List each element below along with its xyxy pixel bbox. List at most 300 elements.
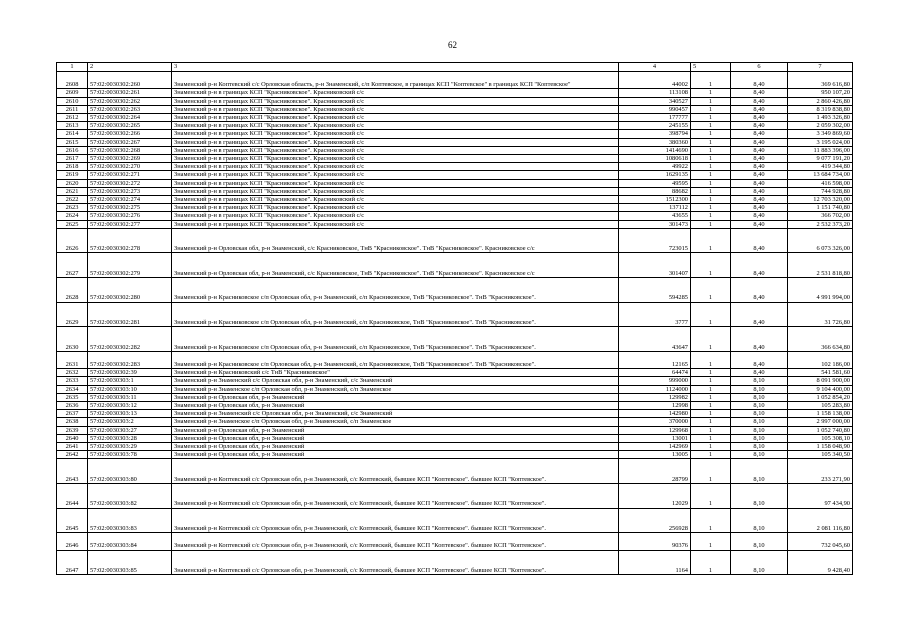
area: 64474 xyxy=(619,369,691,377)
cadastral-number: 57:02:0030302:267 xyxy=(88,138,172,146)
area: 88682 xyxy=(619,187,691,195)
rate: 8,10 xyxy=(731,393,788,401)
cadastral-number: 57:02:0030302:268 xyxy=(88,146,172,154)
area: 398794 xyxy=(619,130,691,138)
rate: 8,40 xyxy=(731,72,788,89)
location-description: Знаменский р-н Коптевский с/с Орловская обл, р-н Знаменский, с/с Коптевский, бывшее КСП "Коптевское". бывшее КСП "Коптевское". xyxy=(172,484,619,509)
count: 1 xyxy=(691,171,731,179)
column-number: 3 xyxy=(172,63,619,72)
row-number: 2632 xyxy=(57,369,88,377)
row-number: 2613 xyxy=(57,122,88,130)
table-row xyxy=(57,114,853,122)
row-number: 2620 xyxy=(57,179,88,187)
value: 732 045,60 xyxy=(788,533,853,550)
area: 142980 xyxy=(619,410,691,418)
table-row xyxy=(57,89,853,97)
location-description: Знаменский р-н в границах КСП "Красниковское". Красниковский с/с xyxy=(172,105,619,113)
area: 1080618 xyxy=(619,155,691,163)
cadastral-number: 57:02:0030302:273 xyxy=(88,187,172,195)
area: 90376 xyxy=(619,533,691,550)
location-description: Знаменский р-н в границах КСП "Красниковское". Красниковский с/с xyxy=(172,122,619,130)
location-description: Знаменский р-н в границах КСП "Красниковское". Красниковский с/с xyxy=(172,130,619,138)
row-number: 2617 xyxy=(57,155,88,163)
table-row xyxy=(57,327,853,352)
location-description: Знаменский р-н Знаменское с/п Орловская обл, р-н Знаменский, с/п Знаменское xyxy=(172,418,619,426)
count: 1 xyxy=(691,196,731,204)
row-number: 2645 xyxy=(57,508,88,533)
value: 9 428,40 xyxy=(788,550,853,575)
count: 1 xyxy=(691,114,731,122)
table-row xyxy=(57,171,853,179)
value: 12 703 320,00 xyxy=(788,196,853,204)
table-row xyxy=(57,302,853,327)
count: 1 xyxy=(691,434,731,442)
row-number: 2635 xyxy=(57,393,88,401)
cadastral-number: 57:02:0030303:11 xyxy=(88,393,172,401)
count: 1 xyxy=(691,212,731,220)
page-number: 62 xyxy=(448,40,457,50)
table-row xyxy=(57,146,853,154)
area: 137112 xyxy=(619,204,691,212)
cadastral-number: 57:02:0030302:270 xyxy=(88,163,172,171)
cadastral-number: 57:02:0030302:282 xyxy=(88,327,172,352)
rate: 8,40 xyxy=(731,196,788,204)
row-number: 2609 xyxy=(57,89,88,97)
row-number: 2627 xyxy=(57,253,88,278)
table-row xyxy=(57,179,853,187)
rate: 8,10 xyxy=(731,402,788,410)
rate: 8,10 xyxy=(731,451,788,459)
table-row xyxy=(57,402,853,410)
column-number: 2 xyxy=(88,63,172,72)
row-number: 2642 xyxy=(57,451,88,459)
table-row xyxy=(57,138,853,146)
count: 1 xyxy=(691,97,731,105)
rate: 8,10 xyxy=(731,377,788,385)
location-description: Знаменский р-н Знаменское с/п Орловская обл, р-н Знаменский, с/п Знаменское xyxy=(172,385,619,393)
cadastral-number: 57:02:0030302:279 xyxy=(88,253,172,278)
area: 999000 xyxy=(619,377,691,385)
rate: 8,10 xyxy=(731,434,788,442)
table-row xyxy=(57,130,853,138)
cadastral-number: 57:02:0030302:278 xyxy=(88,228,172,253)
row-number: 2611 xyxy=(57,105,88,113)
count: 1 xyxy=(691,122,731,130)
rate: 8,40 xyxy=(731,155,788,163)
location-description: Знаменский р-н Красниковский с/с ТнВ "Красниковское" xyxy=(172,369,619,377)
table-row xyxy=(57,351,853,368)
value: 3 195 024,00 xyxy=(788,138,853,146)
table-row xyxy=(57,105,853,113)
cadastral-number: 57:02:0030303:27 xyxy=(88,426,172,434)
area: 340527 xyxy=(619,97,691,105)
table-row xyxy=(57,196,853,204)
row-number: 2636 xyxy=(57,402,88,410)
rate: 8,40 xyxy=(731,122,788,130)
area: 1164 xyxy=(619,550,691,575)
rate: 8,10 xyxy=(731,459,788,484)
cadastral-number: 57:02:0030302:266 xyxy=(88,130,172,138)
count: 1 xyxy=(691,484,731,509)
rate: 8,40 xyxy=(731,179,788,187)
column-number-row xyxy=(57,63,853,72)
column-number: 6 xyxy=(731,63,788,72)
location-description: Знаменский р-н в границах КСП "Красниковское". Красниковский с/с xyxy=(172,114,619,122)
table-row xyxy=(57,410,853,418)
rate: 8,40 xyxy=(731,97,788,105)
value: 1 493 326,80 xyxy=(788,114,853,122)
location-description: Знаменский р-н Орловская обл, р-н Знаменский xyxy=(172,393,619,401)
area: 142969 xyxy=(619,443,691,451)
area: 594285 xyxy=(619,278,691,303)
location-description: Знаменский р-н Коптевский с/с Орловская обл, р-н Знаменский, с/с Коптевский, бывшее КСП "Коптевское". бывшее КСП "Коптевское". xyxy=(172,508,619,533)
table-row xyxy=(57,212,853,220)
table-row xyxy=(57,484,853,509)
table-row xyxy=(57,220,853,228)
area: 44002 xyxy=(619,72,691,89)
value: 105 308,10 xyxy=(788,434,853,442)
table-row xyxy=(57,278,853,303)
location-description: Знаменский р-н в границах КСП "Красниковское". Красниковский с/с xyxy=(172,196,619,204)
location-description: Знаменский р-н Красниковское с/п Орловская обл, р-н Знаменский, с/п Красниковское, ТнВ "Красниковское". ТнВ "Красниковское". xyxy=(172,302,619,327)
area: 12029 xyxy=(619,484,691,509)
table-row xyxy=(57,443,853,451)
area: 380360 xyxy=(619,138,691,146)
count: 1 xyxy=(691,410,731,418)
rate: 8,40 xyxy=(731,253,788,278)
row-number: 2646 xyxy=(57,533,88,550)
location-description: Знаменский р-н Коптевский с/с Орловская обл, р-н Знаменский, с/с Коптевский, бывшее КСП "Коптевское". бывшее КСП "Коптевское". xyxy=(172,550,619,575)
rate: 8,40 xyxy=(731,146,788,154)
cadastral-number: 57:02:0030302:39 xyxy=(88,369,172,377)
row-number: 2610 xyxy=(57,97,88,105)
cadastral-number: 57:02:0030302:265 xyxy=(88,122,172,130)
cadastral-number: 57:02:0030302:269 xyxy=(88,155,172,163)
value: 1 052 854,20 xyxy=(788,393,853,401)
area: 301407 xyxy=(619,253,691,278)
row-number: 2638 xyxy=(57,418,88,426)
count: 1 xyxy=(691,369,731,377)
value: 1 158 048,90 xyxy=(788,443,853,451)
value: 416 598,00 xyxy=(788,179,853,187)
area: 12998 xyxy=(619,402,691,410)
table-row xyxy=(57,163,853,171)
count: 1 xyxy=(691,302,731,327)
count: 1 xyxy=(691,179,731,187)
count: 1 xyxy=(691,327,731,352)
value: 419 344,80 xyxy=(788,163,853,171)
location-description: Знаменский р-н Орловская обл, р-н Знаменский xyxy=(172,426,619,434)
location-description: Знаменский р-н в границах КСП "Красниковское". Красниковский с/с xyxy=(172,163,619,171)
count: 1 xyxy=(691,187,731,195)
cadastral-number: 57:02:0030302:281 xyxy=(88,302,172,327)
location-description: Знаменский р-н Орловская обл, р-н Знаменский xyxy=(172,451,619,459)
location-description: Знаменский р-н Знаменский с/с Орловская обл, р-н Знаменский, с/с Знаменский xyxy=(172,377,619,385)
row-number: 2612 xyxy=(57,114,88,122)
area: 129982 xyxy=(619,393,691,401)
count: 1 xyxy=(691,105,731,113)
count: 1 xyxy=(691,204,731,212)
table-row xyxy=(57,533,853,550)
area: 12165 xyxy=(619,351,691,368)
rate: 8,40 xyxy=(731,163,788,171)
rate: 8,40 xyxy=(731,105,788,113)
row-number: 2616 xyxy=(57,146,88,154)
rate: 8,40 xyxy=(731,369,788,377)
location-description: Знаменский р-н Орловская обл, р-н Знаменский, с/с Красниковское, ТнВ "Красниковское". ТнВ "Красниковское". Красниковское с/с xyxy=(172,253,619,278)
count: 1 xyxy=(691,377,731,385)
count: 1 xyxy=(691,253,731,278)
count: 1 xyxy=(691,72,731,89)
cadastral-number: 57:02:0030302:261 xyxy=(88,89,172,97)
area: 1512300 xyxy=(619,196,691,204)
rate: 8,40 xyxy=(731,171,788,179)
value: 1 151 740,80 xyxy=(788,204,853,212)
row-number: 2618 xyxy=(57,163,88,171)
value: 2 531 818,80 xyxy=(788,253,853,278)
value: 2 997 000,00 xyxy=(788,418,853,426)
row-number: 2641 xyxy=(57,443,88,451)
value: 1 158 138,00 xyxy=(788,410,853,418)
cadastral-number: 57:02:0030303:84 xyxy=(88,533,172,550)
value: 9 104 400,00 xyxy=(788,385,853,393)
count: 1 xyxy=(691,426,731,434)
rate: 8,40 xyxy=(731,138,788,146)
count: 1 xyxy=(691,89,731,97)
location-description: Знаменский р-н Красниковское с/п Орловская обл, р-н Знаменский, с/п Красниковское, ТнВ "Красниковское". ТнВ "Красниковское". xyxy=(172,278,619,303)
cadastral-number: 57:02:0030303:82 xyxy=(88,484,172,509)
area: 1629135 xyxy=(619,171,691,179)
cadastral-number: 57:02:0030302:260 xyxy=(88,72,172,89)
table-row xyxy=(57,418,853,426)
rate: 8,40 xyxy=(731,228,788,253)
location-description: Знаменский р-н Орловская обл, р-н Знаменский xyxy=(172,434,619,442)
area: 256928 xyxy=(619,508,691,533)
cadastral-number: 57:02:0030302:277 xyxy=(88,220,172,228)
area: 370000 xyxy=(619,418,691,426)
area: 301473 xyxy=(619,220,691,228)
rate: 8,40 xyxy=(731,89,788,97)
value: 31 726,80 xyxy=(788,302,853,327)
count: 1 xyxy=(691,130,731,138)
count: 1 xyxy=(691,351,731,368)
cadastral-number: 57:02:0030302:274 xyxy=(88,196,172,204)
location-description: Знаменский р-н Знаменский с/с Орловская обл, р-н Знаменский, с/с Знаменский xyxy=(172,410,619,418)
table-row xyxy=(57,434,853,442)
row-number: 2615 xyxy=(57,138,88,146)
cadastral-number: 57:02:0030303:13 xyxy=(88,410,172,418)
count: 1 xyxy=(691,418,731,426)
value: 541 581,60 xyxy=(788,369,853,377)
table-row xyxy=(57,550,853,575)
cadastral-number: 57:02:0030303:28 xyxy=(88,434,172,442)
rate: 8,10 xyxy=(731,484,788,509)
count: 1 xyxy=(691,146,731,154)
row-number: 2647 xyxy=(57,550,88,575)
cadastral-number: 57:02:0030302:272 xyxy=(88,179,172,187)
column-number: 1 xyxy=(57,63,88,72)
area: 129968 xyxy=(619,426,691,434)
cadastral-number: 57:02:0030302:275 xyxy=(88,204,172,212)
value: 744 928,80 xyxy=(788,187,853,195)
area: 245155 xyxy=(619,122,691,130)
row-number: 2626 xyxy=(57,228,88,253)
count: 1 xyxy=(691,443,731,451)
area: 723015 xyxy=(619,228,691,253)
value: 4 991 994,00 xyxy=(788,278,853,303)
area: 1414690 xyxy=(619,146,691,154)
value: 2 081 116,80 xyxy=(788,508,853,533)
count: 1 xyxy=(691,155,731,163)
cadastral-number: 57:02:0030302:283 xyxy=(88,351,172,368)
row-number: 2630 xyxy=(57,327,88,352)
rate: 8,40 xyxy=(731,220,788,228)
area: 177777 xyxy=(619,114,691,122)
value: 2 532 373,20 xyxy=(788,220,853,228)
cadastral-number: 57:02:0030303:29 xyxy=(88,443,172,451)
row-number: 2634 xyxy=(57,385,88,393)
location-description: Знаменский р-н Коптевский с/с Орловская обл, р-н Знаменский, с/с Коптевский, бывшее КСП "Коптевское". бывшее КСП "Коптевское". xyxy=(172,459,619,484)
value: 950 107,20 xyxy=(788,89,853,97)
count: 1 xyxy=(691,533,731,550)
table-row xyxy=(57,228,853,253)
rate: 8,10 xyxy=(731,426,788,434)
value: 2 860 426,80 xyxy=(788,97,853,105)
location-description: Знаменский р-н в границах КСП "Красниковское". Красниковский с/с xyxy=(172,220,619,228)
row-number: 2614 xyxy=(57,130,88,138)
location-description: Знаменский р-н Орловская обл, р-н Знаменский, с/с Красниковское, ТнВ "Красниковское". ТнВ "Красниковское". Красниковское с/с xyxy=(172,228,619,253)
table-row xyxy=(57,122,853,130)
table-row xyxy=(57,508,853,533)
table-row xyxy=(57,72,853,89)
location-description: Знаменский р-н в границах КСП "Красниковское". Красниковский с/с xyxy=(172,204,619,212)
row-number: 2643 xyxy=(57,459,88,484)
column-number: 5 xyxy=(691,63,731,72)
value: 3 349 869,60 xyxy=(788,130,853,138)
value: 8 319 838,80 xyxy=(788,105,853,113)
cadastral-number: 57:02:0030303:80 xyxy=(88,459,172,484)
rate: 8,10 xyxy=(731,385,788,393)
rate: 8,40 xyxy=(731,187,788,195)
row-number: 2637 xyxy=(57,410,88,418)
rate: 8,40 xyxy=(731,204,788,212)
location-description: Знаменский р-н в границах КСП "Красниковское". Красниковский с/с xyxy=(172,155,619,163)
rate: 8,40 xyxy=(731,130,788,138)
area: 13001 xyxy=(619,434,691,442)
location-description: Знаменский р-н в границах КСП "Красниковское". Красниковский с/с xyxy=(172,171,619,179)
table-row xyxy=(57,426,853,434)
count: 1 xyxy=(691,451,731,459)
area: 49595 xyxy=(619,179,691,187)
row-number: 2625 xyxy=(57,220,88,228)
rate: 8,10 xyxy=(731,410,788,418)
area: 43647 xyxy=(619,327,691,352)
count: 1 xyxy=(691,393,731,401)
cadastral-number: 57:02:0030303:83 xyxy=(88,508,172,533)
value: 366 702,00 xyxy=(788,212,853,220)
count: 1 xyxy=(691,138,731,146)
value: 233 271,90 xyxy=(788,459,853,484)
row-number: 2644 xyxy=(57,484,88,509)
table-row xyxy=(57,253,853,278)
value: 366 634,80 xyxy=(788,327,853,352)
area: 113108 xyxy=(619,89,691,97)
rate: 8,40 xyxy=(731,351,788,368)
count: 1 xyxy=(691,228,731,253)
value: 6 073 326,00 xyxy=(788,228,853,253)
count: 1 xyxy=(691,550,731,575)
table-row xyxy=(57,187,853,195)
row-number: 2624 xyxy=(57,212,88,220)
table-row xyxy=(57,385,853,393)
count: 1 xyxy=(691,220,731,228)
location-description: Знаменский р-н в границах КСП "Красниковское". Красниковский с/с xyxy=(172,179,619,187)
location-description: Знаменский р-н Коптевский с/с Орловская обл, р-н Знаменский, с/с Коптевский, бывшее КСП "Коптевское". бывшее КСП "Коптевское". xyxy=(172,533,619,550)
value: 9 077 191,20 xyxy=(788,155,853,163)
rate: 8,10 xyxy=(731,550,788,575)
value: 1 052 740,80 xyxy=(788,426,853,434)
row-number: 2621 xyxy=(57,187,88,195)
cadastral-number: 57:02:0030302:262 xyxy=(88,97,172,105)
row-number: 2639 xyxy=(57,426,88,434)
value: 8 091 900,00 xyxy=(788,377,853,385)
area: 1124000 xyxy=(619,385,691,393)
area: 13005 xyxy=(619,451,691,459)
cadastral-number: 57:02:0030303:2 xyxy=(88,418,172,426)
row-number: 2628 xyxy=(57,278,88,303)
cadastral-number: 57:02:0030302:280 xyxy=(88,278,172,303)
area: 3777 xyxy=(619,302,691,327)
cadastral-number: 57:02:0030303:1 xyxy=(88,377,172,385)
table-row xyxy=(57,451,853,459)
area: 49922 xyxy=(619,163,691,171)
row-number: 2633 xyxy=(57,377,88,385)
location-description: Знаменский р-н Орловская обл, р-н Знаменский xyxy=(172,402,619,410)
count: 1 xyxy=(691,385,731,393)
row-number: 2631 xyxy=(57,351,88,368)
cadastral-number: 57:02:0030302:263 xyxy=(88,105,172,113)
location-description: Знаменский р-н Красниковское с/п Орловская обл, р-н Знаменский, с/п Красниковское, ТнВ "Красниковское". ТнВ "Красниковское". xyxy=(172,327,619,352)
rate: 8,40 xyxy=(731,278,788,303)
table-row xyxy=(57,155,853,163)
area: 43655 xyxy=(619,212,691,220)
table-row xyxy=(57,97,853,105)
rate: 8,40 xyxy=(731,302,788,327)
value: 369 616,80 xyxy=(788,72,853,89)
row-number: 2623 xyxy=(57,204,88,212)
location-description: Знаменский р-н в границах КСП "Красниковское". Красниковский с/с xyxy=(172,187,619,195)
cadastral-number: 57:02:0030303:78 xyxy=(88,451,172,459)
column-number: 7 xyxy=(788,63,853,72)
row-number: 2622 xyxy=(57,196,88,204)
count: 1 xyxy=(691,163,731,171)
table-row xyxy=(57,393,853,401)
rate: 8,40 xyxy=(731,114,788,122)
cadastral-number: 57:02:0030303:85 xyxy=(88,550,172,575)
count: 1 xyxy=(691,402,731,410)
value: 11 883 396,00 xyxy=(788,146,853,154)
column-number: 4 xyxy=(619,63,691,72)
table-row xyxy=(57,459,853,484)
row-number: 2629 xyxy=(57,302,88,327)
table-row xyxy=(57,369,853,377)
count: 1 xyxy=(691,278,731,303)
cadastral-number: 57:02:0030303:10 xyxy=(88,385,172,393)
value: 13 684 734,00 xyxy=(788,171,853,179)
area: 990457 xyxy=(619,105,691,113)
location-description: Знаменский р-н Орловская обл, р-н Знаменский xyxy=(172,443,619,451)
table-row xyxy=(57,204,853,212)
